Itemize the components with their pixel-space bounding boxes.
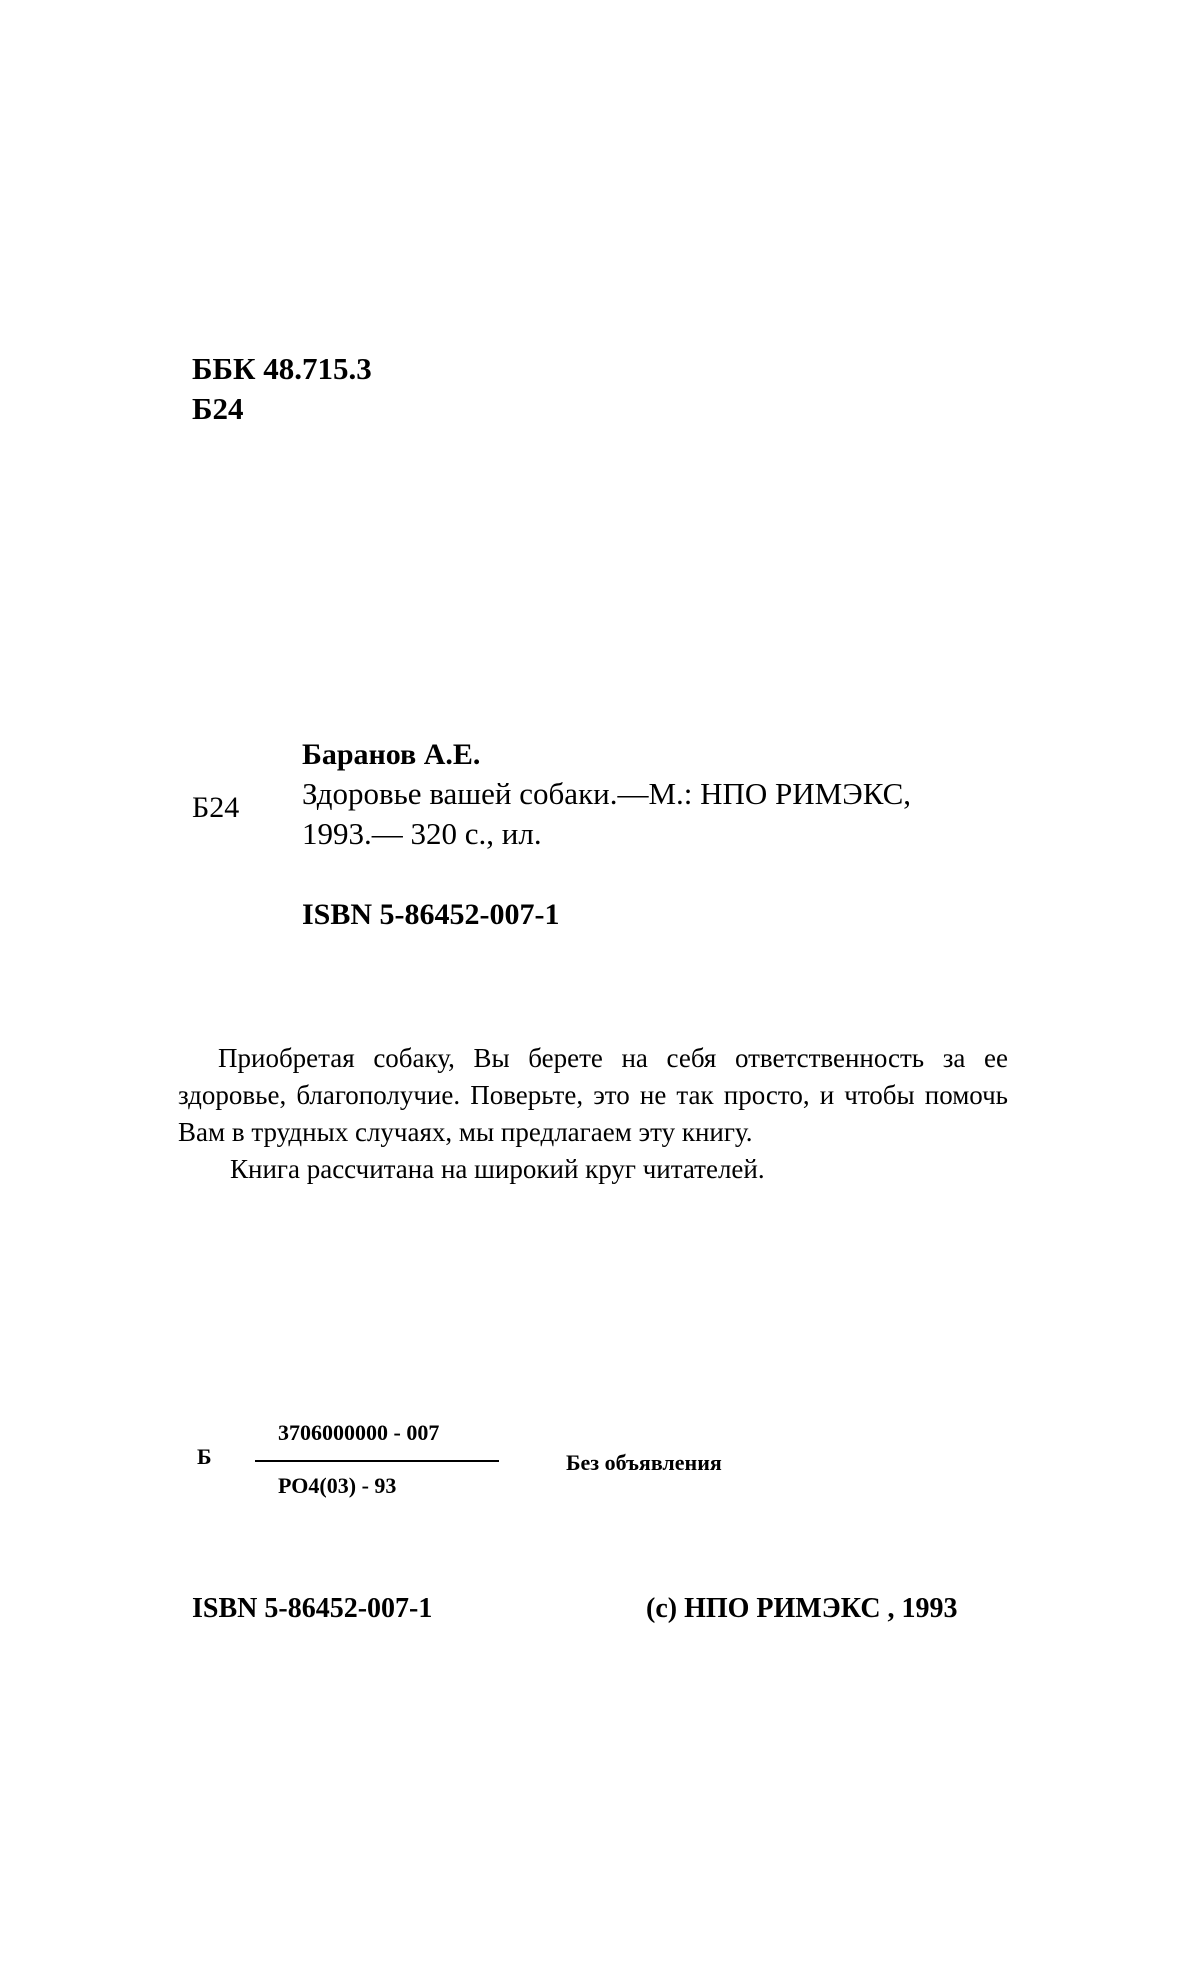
imprint-letter: Б <box>197 1444 212 1469</box>
publication-details: 1993.— 320 с., ил. <box>302 816 542 851</box>
author-name: Баранов А.Е. <box>302 738 481 771</box>
annotation-paragraph: Приобретая собаку, Вы берете на себя ответственность за ее здоровье, благополучие. Поверьте, это не так просто, и чтобы помочь Вам в трудных случаях, мы предлагаем эту книгу. <box>178 1043 1008 1147</box>
footer-isbn: ISBN 5-86452-007-1 <box>192 1593 433 1624</box>
catalog-author-mark: Б24 <box>192 791 240 824</box>
imprint-note: Без объявления <box>566 1450 722 1475</box>
annotation-audience: Книга рассчитана на широкий круг читателей. <box>230 1154 765 1184</box>
imprint-denominator: РО4(03) - 93 <box>278 1473 397 1498</box>
fraction-divider <box>255 1460 499 1462</box>
imprint-numerator: 3706000000 - 007 <box>278 1420 440 1445</box>
copyright-notice: (с) НПО РИМЭКС , 1993 <box>646 1593 958 1624</box>
book-title-line: Здоровье вашей собаки.—М.: НПО РИМЭКС, <box>302 776 912 811</box>
author-mark: Б24 <box>192 391 244 426</box>
annotation <box>178 1040 1008 1188</box>
bbk-classification: ББК 48.715.3 <box>192 351 372 386</box>
catalog-isbn: ISBN 5-86452-007-1 <box>302 898 560 931</box>
